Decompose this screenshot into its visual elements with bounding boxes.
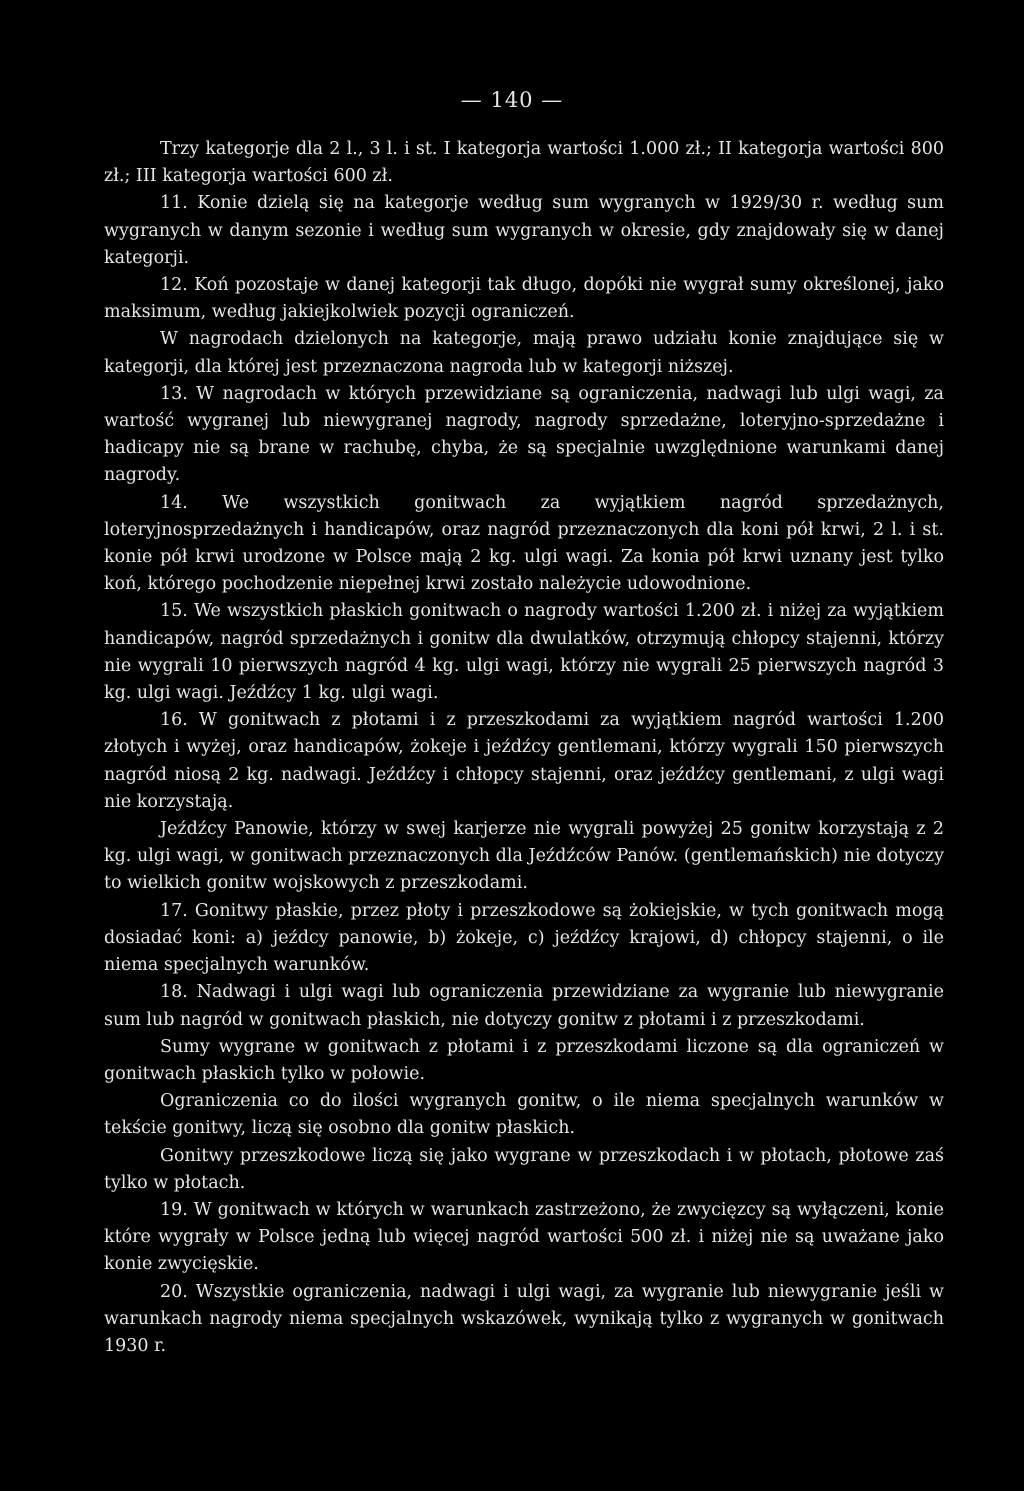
paragraph: Ograniczenia co do ilości wygranych gonitw, o ile niema specjalnych warunków w tekście gonitwy, liczą się osobno dla gonitw płaskich. xyxy=(104,1091,944,1139)
document-body xyxy=(104,136,944,1360)
paragraph: Sumy wygrane w gonitwach z płotami i z przeszkodami liczone są dla ograniczeń w gonitwach płaskich tylko w połowie. xyxy=(104,1036,944,1084)
paragraph: Jeźdźcy Panowie, którzy w swej karjerze nie wygrali powyżej 25 gonitw korzystają z 2 kg. ulgi wagi, w gonitwach przeznaczonych dla Jeźdźców Panów. (gentlemańskich) nie dotyczy to wielkich gonitw wojskowych z przeszkodami. xyxy=(104,819,944,894)
paragraph-article-16: 16. W gonitwach z płotami i z przeszkodami za wyjątkiem nagród wartości 1.200 złotych i wyżej, oraz handicapów, żokeje i jeźdźcy gentlemani, którzy wygrali 150 pierwszych nagród niosą 2 kg. nadwagi. Jeźdźcy i chłopcy stajenni, oraz jeźdźcy gentlemani, z ulgi wagi nie korzystają. xyxy=(104,710,944,812)
paragraph-article-12: 12. Koń pozostaje w danej kategorji tak długo, dopóki nie wygrał sumy określonej, jako maksimum, według jakiejkolwiek pozycji ograniczeń. xyxy=(104,275,944,323)
paragraph-article-15: 15. We wszystkich płaskich gonitwach o nagrody wartości 1.200 zł. i niżej za wyjątkiem handicapów, nagród sprzedażnych i gonitw dla dwulatków, otrzymują chłopcy stajenni, którzy nie wygrali 10 pierwszych nagród 4 kg. ulgi wagi, którzy nie wygrali 25 pierwszych nagród 3 kg. ulgi wagi. Jeźdźcy 1 kg. ulgi wagi. xyxy=(104,601,944,704)
paragraph-article-13: 13. W nagrodach w których przewidziane są ograniczenia, nadwagi lub ulgi wagi, za wartość wygranej lub niewygranej nagrody, nagrody sprzedażne, loteryjno-sprzedażne i hadicapy nie są brane w rachubę, chyba, że są specjalnie uwzględnione warunkami danej nagrody. xyxy=(104,383,944,486)
paragraph-article-20: 20. Wszystkie ograniczenia, nadwagi i ulgi wagi, za wygranie lub niewygranie jeśli w warunkach nagrody niema specjalnych wskazówek, wynikają tylko z wygranych w gonitwach 1930 r. xyxy=(104,1281,944,1356)
paragraph: W nagrodach dzielonych na kategorje, mają prawo udziału konie znajdujące się w kategorji, dla której jest przeznaczona nagroda lub w kategorji niższej. xyxy=(104,329,944,377)
paragraph-article-18: 18. Nadwagi i ulgi wagi lub ograniczenia przewidziane za wygranie lub niewygranie sum lub nagród w gonitwach płaskich, nie dotyczy gonitw z płotami i z przeszkodami. xyxy=(104,982,944,1030)
paragraph-article-14: 14. We wszystkich gonitwach za wyjątkiem nagród sprzedażnych, loteryjnosprzedażnych i handicapów, oraz nagród przeznaczonych dla koni pół krwi, 2 l. i st. konie pół krwi urodzone w Polsce mają 2 kg. ulgi wagi. Za konia pół krwi uznany jest tylko koń, którego pochodzenie niepełnej krwi zostało należycie udowodnione. xyxy=(104,492,944,595)
paragraph-article-17: 17. Gonitwy płaskie, przez płoty i przeszkodowe są żokiejskie, w tych gonitwach mogą dosiadać koni: a) jeźdcy panowie, b) żokeje, c) jeźdźcy krajowi, d) chłopcy stajenni, o ile niema specjalnych warunków. xyxy=(104,900,944,976)
paragraph: Gonitwy przeszkodowe liczą się jako wygrane w przeszkodach i w płotach, płotowe zaś tylko w płotach. xyxy=(104,1145,944,1193)
page-number: — 140 — xyxy=(460,88,564,112)
paragraph: Trzy kategorje dla 2 l., 3 l. i st. I kategorja wartości 1.000 zł.; II kategorja wartości 800 zł.; III kategorja wartości 600 zł. xyxy=(104,139,944,187)
paragraph-article-11: 11. Konie dzielą się na kategorje według sum wygranych w 1929/30 r. według sum wygranych w danym sezonie i według sum wygranych w okresie, gdy znajdowały się w danej kategorji. xyxy=(104,193,944,268)
paragraph-article-19: 19. W gonitwach w których w warunkach zastrzeżono, że zwycięzcy są wyłączeni, konie które wygrały w Polsce jedną lub więcej nagród wartości 500 zł. i niżej nie są uważane jako konie zwycięskie. xyxy=(104,1199,944,1275)
